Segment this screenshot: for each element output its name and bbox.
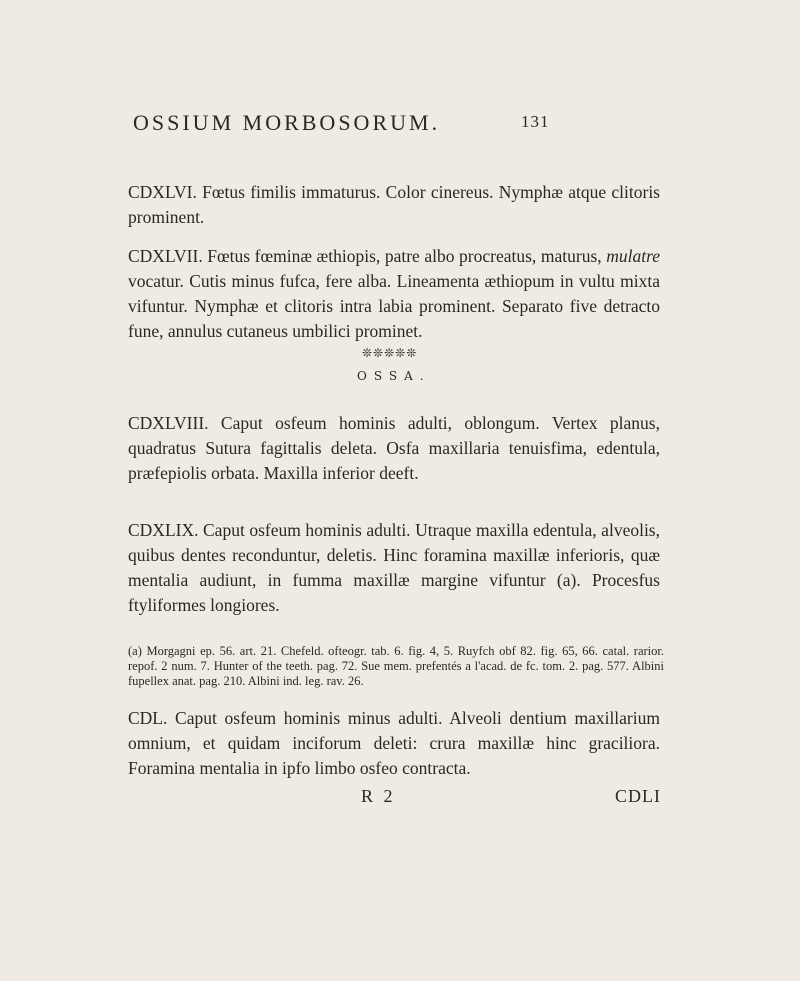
entry-cdl: CDL. Caput osfeum hominis minus adulti. Alveoli dentium maxillarium omnium, et quidam inciforum deleti: crura maxillæ hinc graciliora. Foramina mentalia in ipfo limbo osfeo contracta. [128,707,660,778]
entry-cdxlvii [128,244,660,344]
entry-cdxlvii-part1: CDXLVII. Fœtus fœminæ æthiopis, patre albo procreatus, maturus, [128,245,607,266]
running-title: OSSIUM MORBOSORUM. [133,110,441,135]
section-heading: OSSA. [357,369,431,383]
catchword: CDLI [615,786,661,806]
signature-mark: R 2 [361,786,396,806]
entry-cdxlvii-italic: mulatre [606,245,660,266]
ornament-divider: ❊❊❊❊❊ [362,346,418,360]
page-number: 131 [521,112,550,131]
footnote: (a) Morgagni ep. 56. art. 21. Chefeld. ofteogr. tab. 6. fig. 4, 5. Ruyfch obf 82. fig. 65, 66. catal. rarior. repof. 2 num. 7. Hunter of the teeth. pag. 72. Sue mem. prefentés a l'acad. de fc. tom. 2. pag. 577. Albini fupellex anat. pag. 210. Albini ind. leg. rav. 26. [128,643,664,688]
entry-cdxlviii: CDXLVIII. Caput osfeum hominis adulti, oblongum. Vertex planus, quadratus Sutura fagittalis deleta. Osfa maxillaria tenuisfima, edentula, præfepiolis orbata. Maxilla inferior deeft. [128,412,660,483]
entry-cdxlvi: CDXLVI. Fœtus fimilis immaturus. Color cinereus. Nymphæ atque clitoris prominent. [128,181,660,227]
entry-cdxlvii-part2: vocatur. Cutis minus fufca, fere alba. Lineamenta æthiopum in vultu mixta vifuntur. Nymphæ et clitoris intra labia prominent. Separato five detracto fune, annulus cutaneus umbilici prominet. [128,270,660,341]
entry-cdxlix: CDXLIX. Caput osfeum hominis adulti. Utraque maxilla edentula, alveolis, quibus dentes reconduntur, deletis. Hinc foramina maxillæ inferioris, quæ mentalia audiunt, in fumma maxillæ margine vifuntur (a). Procesfus ftyliformes longiores. [128,519,660,615]
